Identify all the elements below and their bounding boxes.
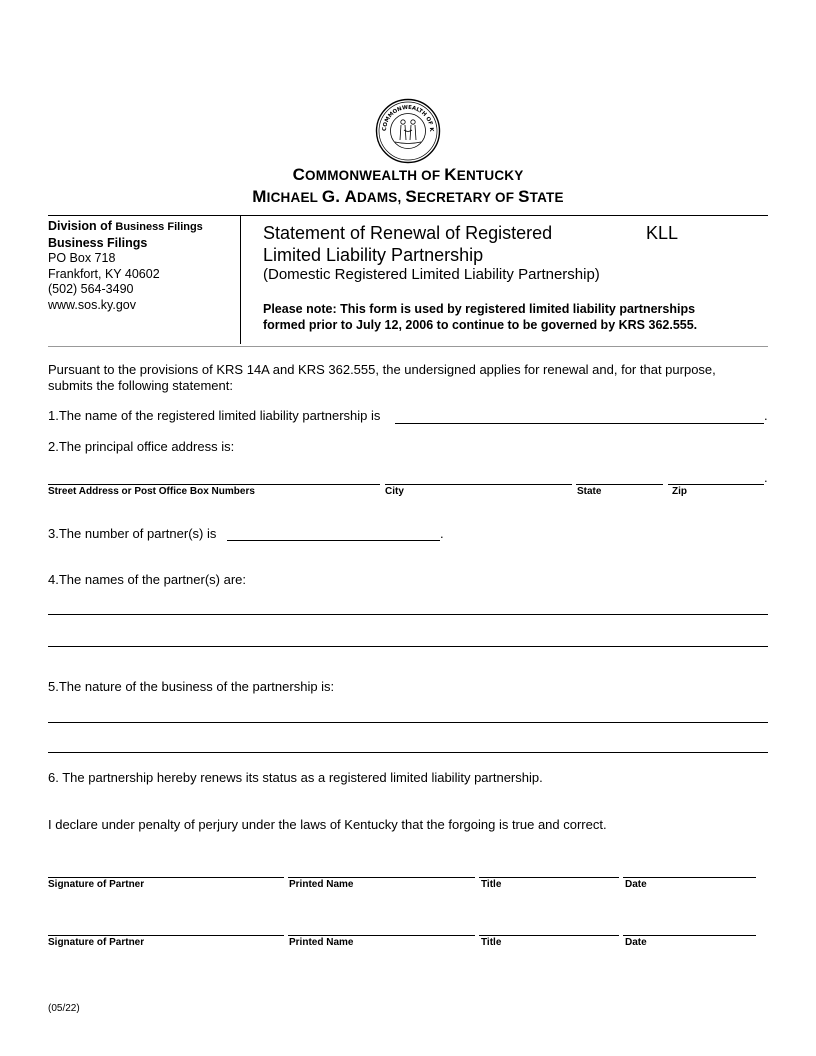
signature-field-1[interactable] xyxy=(48,877,284,878)
item1-period: . xyxy=(764,408,768,423)
signature-label-1: Signature of Partner xyxy=(48,879,145,890)
title-field-1[interactable] xyxy=(479,877,619,878)
intro-line1: Pursuant to the provisions of KRS 14A and KRS 362.555, the undersigned applies for renewal and, for that purpose, xyxy=(48,362,716,377)
declaration-text: I declare under penalty of perjury under the laws of Kentucky that the forgoing is true and correct. xyxy=(48,817,607,832)
item4-label: 4.The names of the partner(s) are: xyxy=(48,572,246,587)
item3-period: . xyxy=(440,526,444,541)
po-box: PO Box 718 xyxy=(48,251,116,265)
signature-field-2[interactable] xyxy=(48,935,284,936)
item6-text: 6. The partnership hereby renews its status as a registered limited liability partnership. xyxy=(48,770,543,785)
state-seal xyxy=(375,98,441,164)
item1-label: 1.The name of the registered limited liability partnership is xyxy=(48,408,381,423)
item2-label: 2.The principal office address is: xyxy=(48,439,235,454)
item3-label: 3.The number of partner(s) is xyxy=(48,526,217,541)
division-name: Business Filings xyxy=(48,235,148,250)
date-label-2: Date xyxy=(625,937,647,948)
item2-period: . xyxy=(764,470,768,485)
partner-names-field-1[interactable] xyxy=(48,614,768,615)
item5-label: 5.The nature of the business of the partnership is: xyxy=(48,679,335,694)
section-rule xyxy=(48,346,768,347)
office-address xyxy=(48,219,238,313)
printed-name-field-1[interactable] xyxy=(288,877,475,878)
zip-label: Zip xyxy=(672,486,687,497)
header-rule xyxy=(48,215,768,216)
date-field-2[interactable] xyxy=(623,935,756,936)
printed-name-label-1: Printed Name xyxy=(289,879,354,890)
zip-field[interactable] xyxy=(668,484,764,485)
division-label: Division of xyxy=(48,219,112,233)
intro-line2: submits the following statement: xyxy=(48,378,233,393)
printed-name-field-2[interactable] xyxy=(288,935,475,936)
division-name-small: Business Filings xyxy=(115,221,203,233)
business-nature-field-1[interactable] xyxy=(48,722,768,723)
title-label-2: Title xyxy=(481,937,502,948)
form-title-line1: Statement of Renewal of Registered xyxy=(263,223,553,243)
office-website: www.sos.ky.gov xyxy=(48,297,136,312)
printed-name-label-2: Printed Name xyxy=(289,937,354,948)
form-subtitle: (Domestic Registered Limited Liability Partnership) xyxy=(263,266,600,283)
form-code: KLL xyxy=(646,223,679,243)
revision-date: (05/22) xyxy=(48,1003,80,1014)
header-divider xyxy=(240,216,241,344)
partner-names-field-2[interactable] xyxy=(48,646,768,647)
street-label: Street Address or Post Office Box Numbers xyxy=(48,486,255,497)
date-field-1[interactable] xyxy=(623,877,756,878)
partnership-name-field[interactable] xyxy=(395,423,764,424)
office-city: Frankfort, KY 40602 xyxy=(48,266,160,281)
city-label: City xyxy=(385,486,404,497)
signature-label-2: Signature of Partner xyxy=(48,937,145,948)
title-field-2[interactable] xyxy=(479,935,619,936)
city-field[interactable] xyxy=(385,484,572,485)
date-label-1: Date xyxy=(625,879,647,890)
partner-count-field[interactable] xyxy=(227,540,440,541)
state-label: State xyxy=(577,486,602,497)
header-line2: MICHAEL G. ADAMS, SECRETARY OF STATE xyxy=(252,187,564,206)
seal-text: COMMONWEALTH OF K xyxy=(381,104,435,132)
form-note-line2: formed prior to July 12, 2006 to continue to be governed by KRS 362.555. xyxy=(263,318,698,332)
title-label-1: Title xyxy=(481,879,502,890)
office-phone: (502) 564-3490 xyxy=(48,282,134,296)
street-address-field[interactable] xyxy=(48,484,380,485)
business-nature-field-2[interactable] xyxy=(48,752,768,753)
header-line1: COMMONWEALTH OF KENTUCKY xyxy=(292,165,524,184)
state-field[interactable] xyxy=(576,484,663,485)
form-title-line2: Limited Liability Partnership xyxy=(263,245,484,265)
form-note-line1: Please note: This form is used by registered limited liability partnerships xyxy=(263,302,696,316)
